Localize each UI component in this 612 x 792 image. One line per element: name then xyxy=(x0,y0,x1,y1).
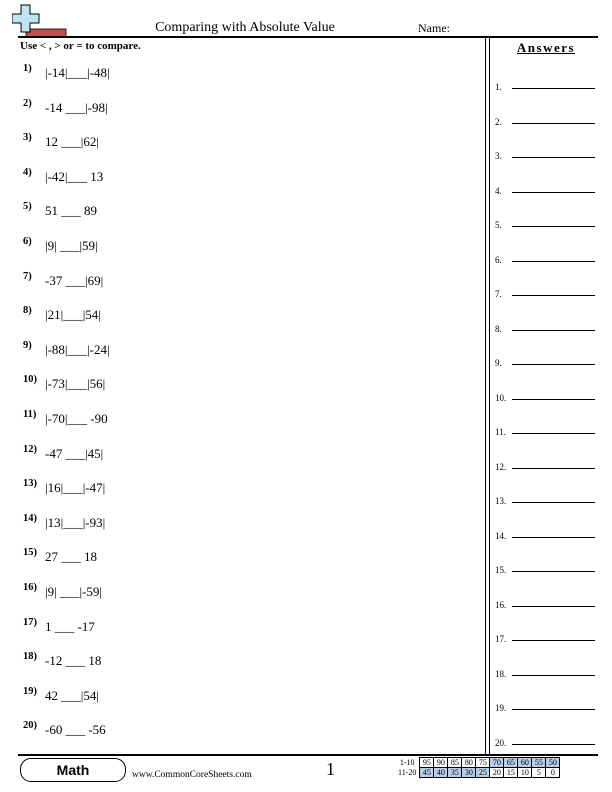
answer-number: 7. xyxy=(495,289,502,299)
answer-blank[interactable] xyxy=(512,364,595,365)
answer-row xyxy=(495,662,595,679)
answer-row xyxy=(495,696,595,713)
problem-expression: -14 ___|-98| xyxy=(45,99,108,115)
page-number: 1 xyxy=(326,759,335,779)
score-cell: 10 xyxy=(518,768,532,778)
answer-row xyxy=(495,489,595,506)
answer-row xyxy=(495,558,595,575)
score-cell: 65 xyxy=(504,758,518,768)
problem-number: 10) xyxy=(23,374,37,386)
answer-number: 16. xyxy=(495,599,507,610)
score-cell: 15 xyxy=(504,768,518,778)
instructions: Use < , > or = to compare. xyxy=(20,40,141,52)
score-cell: 70 xyxy=(490,758,504,768)
answer-blank[interactable] xyxy=(512,88,595,89)
score-cell: 75 xyxy=(476,758,490,768)
problem-number: 8) xyxy=(23,305,32,317)
answer-blank[interactable] xyxy=(512,192,595,193)
answer-row xyxy=(495,455,595,472)
name-label: Name: xyxy=(418,21,450,35)
score-cell: 20 xyxy=(490,768,504,778)
problem-expression: |13|___|-93| xyxy=(45,514,106,530)
answer-row xyxy=(495,144,595,161)
answer-blank[interactable] xyxy=(512,675,595,676)
answer-blank[interactable] xyxy=(512,606,595,607)
answer-number: 2. xyxy=(495,116,502,127)
answer-number: 17. xyxy=(495,634,507,644)
problem-expression: -12 ___ 18 xyxy=(45,653,102,669)
answer-blank[interactable] xyxy=(512,537,595,538)
problem-expression: 1 ___ -17 xyxy=(45,618,95,634)
answer-row xyxy=(495,110,595,127)
answer-number: 11. xyxy=(495,427,506,437)
answer-blank[interactable] xyxy=(512,123,595,124)
answer-blank[interactable] xyxy=(512,744,595,745)
problem-number: 19) xyxy=(23,685,37,697)
problem-number: 4) xyxy=(23,166,32,178)
answer-row xyxy=(495,179,595,196)
answer-blank[interactable] xyxy=(512,399,595,400)
problem-expression: |-88|___|-24| xyxy=(45,341,110,357)
answer-blank[interactable] xyxy=(512,330,595,331)
problem-number: 14) xyxy=(23,512,37,524)
score-cell: 60 xyxy=(518,758,532,768)
subject-label: Math xyxy=(20,758,126,782)
answer-number: 10. xyxy=(495,392,507,403)
problem-number: 2) xyxy=(23,97,32,109)
answer-row xyxy=(495,420,595,437)
answer-number: 20. xyxy=(495,737,507,748)
answer-blank[interactable] xyxy=(512,157,595,158)
site-url: www.CommonCoreSheets.com xyxy=(132,770,252,780)
problem-number: 18) xyxy=(23,651,37,663)
header-divider xyxy=(18,36,598,38)
problem-number: 15) xyxy=(23,547,37,559)
problem-expression: |9| ___|-59| xyxy=(45,584,102,599)
score-cell: 90 xyxy=(434,758,448,768)
problem-number: 11) xyxy=(23,409,37,420)
problem-number: 1) xyxy=(23,63,32,74)
problem-number: 5) xyxy=(23,201,32,213)
answer-blank[interactable] xyxy=(512,709,595,710)
answer-blank[interactable] xyxy=(512,640,595,641)
answer-number: 12. xyxy=(495,461,507,472)
answer-row xyxy=(495,627,595,644)
answer-blank[interactable] xyxy=(512,433,595,434)
answer-row xyxy=(495,282,595,299)
score-cell: 35 xyxy=(448,768,462,778)
answer-number: 13. xyxy=(495,496,507,506)
problem-expression: |-73|___|56| xyxy=(45,376,106,392)
answer-number: 18. xyxy=(495,668,507,679)
problem-expression: 27 ___ 18 xyxy=(45,549,97,565)
column-divider xyxy=(485,36,486,754)
answer-row xyxy=(495,213,595,230)
problem-expression: |16|___|-47| xyxy=(45,480,106,496)
answer-row xyxy=(495,75,595,92)
problem-expression: |-42|___ 13 xyxy=(45,168,104,184)
answer-row xyxy=(495,731,595,748)
answer-number: 4. xyxy=(495,185,502,196)
answer-number: 6. xyxy=(495,254,502,265)
score-range-label: 1-10 xyxy=(399,758,415,767)
score-cell: 5 xyxy=(532,768,546,778)
worksheet-title: Comparing with Absolute Value xyxy=(155,20,335,35)
score-range-label: 11-20 xyxy=(398,768,417,777)
answer-row xyxy=(495,351,595,368)
answers-title: Answers xyxy=(516,40,576,55)
answer-number: 14. xyxy=(495,530,507,541)
score-cell: 80 xyxy=(462,758,476,768)
answer-blank[interactable] xyxy=(512,261,595,262)
problem-number: 20) xyxy=(23,720,37,732)
problem-number: 13) xyxy=(23,478,37,490)
answer-number: 15. xyxy=(495,565,507,575)
score-cell: 25 xyxy=(476,768,490,778)
score-cell: 30 xyxy=(462,768,476,778)
answer-number: 9. xyxy=(495,358,502,368)
score-cell: 45 xyxy=(420,768,434,778)
problem-expression: -47 ___|45| xyxy=(45,445,104,461)
answer-row xyxy=(495,524,595,541)
score-table xyxy=(396,757,560,778)
problem-expression: |21|___|54| xyxy=(45,307,101,323)
problem-number: 7) xyxy=(23,270,32,282)
answer-blank[interactable] xyxy=(512,226,595,227)
problem-expression: -37 ___|69| xyxy=(45,272,104,288)
problem-number: 12) xyxy=(23,443,37,455)
problem-expression: |9| ___|59| xyxy=(45,238,98,253)
problem-expression: 42 ___|54| xyxy=(45,687,99,703)
answer-blank[interactable] xyxy=(512,295,595,296)
answer-blank[interactable] xyxy=(512,468,595,469)
problem-number: 17) xyxy=(23,616,37,628)
problem-expression: 51 ___ 89 xyxy=(45,203,97,219)
answer-number: 19. xyxy=(495,703,507,713)
answer-blank[interactable] xyxy=(512,502,595,503)
score-cell: 95 xyxy=(420,758,434,768)
score-row xyxy=(396,768,560,778)
answer-row xyxy=(495,593,595,610)
score-cell: 0 xyxy=(546,768,560,778)
answer-row xyxy=(495,317,595,334)
answer-number: 5. xyxy=(495,220,502,230)
score-row xyxy=(396,758,560,768)
answer-row xyxy=(495,386,595,403)
problem-number: 6) xyxy=(23,236,32,247)
problem-number: 9) xyxy=(23,339,32,351)
column-divider xyxy=(489,36,490,754)
score-cell: 85 xyxy=(448,758,462,768)
answer-number: 3. xyxy=(495,151,502,161)
problem-expression: |-14|___|-48| xyxy=(45,65,110,80)
score-cell: 55 xyxy=(532,758,546,768)
answer-row xyxy=(495,248,595,265)
footer-divider xyxy=(18,754,598,756)
answer-number: 8. xyxy=(495,323,502,334)
score-cell: 40 xyxy=(434,768,448,778)
answer-blank[interactable] xyxy=(512,571,595,572)
problem-number: 3) xyxy=(23,132,32,144)
problem-expression: 12 ___|62| xyxy=(45,134,99,150)
answer-number: 1. xyxy=(495,82,502,92)
problem-expression: |-70|___ -90 xyxy=(45,411,108,426)
problem-number: 16) xyxy=(23,582,37,593)
score-cell: 50 xyxy=(546,758,560,768)
problem-expression: -60 ___ -56 xyxy=(45,722,106,738)
